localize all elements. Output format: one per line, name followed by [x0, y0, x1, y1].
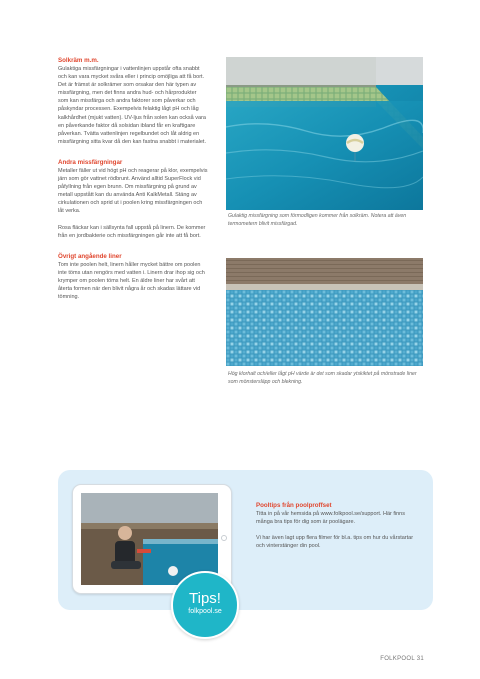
photo-caption-liner: Hög klorhalt och/eller lågt pH värde är det som skadar ytskiktet på mönstrade liner som mönstersläpp och blekning. [228, 371, 417, 385]
section-title: Övrigt angående liner [58, 252, 122, 260]
tips-badge-title: Tips! [189, 590, 221, 607]
tips-badge[interactable] [171, 571, 239, 639]
tips-paragraph: Vi har även lagt upp flera filmer för bl.a. tips om hur du vårstartar och vinterstänger din pool. [256, 535, 414, 550]
section-title: Andra missfärgningar [58, 158, 123, 166]
article-text-column [58, 57, 208, 314]
section-paragraph: Gulaktiga missfärgningar i vattenlinjen uppstår ofta snabbt och kan vara mycket svåra eller i princip omöjliga att få bort. Det är främst är solkrämer som orsakar den här typen av missfärgning, men det finns andra hud- och hårprodukter som kan missfärga och andra faktorer som påverkar och påskyndar processen. Exempelvis felaktig lågt pH och låg kalkhårdhet (mjukt vatten). UV-ljus från solen kan också vara en påverkande faktor då solsidan ibland får en kraftigare påverkan. Tvätta vattenlinjen regelbundet och låt aldrig en missfärgning sitta kvar då den kan fastna snabbt i materialet. [58, 66, 206, 145]
tips-text [256, 502, 416, 550]
section-title: Solkräm m.m. [58, 57, 99, 64]
tips-paragraph: Titta in på vår hemsida på www.folkpool.se/support. Här finns många bra tips för dig som är poolägare. [256, 511, 405, 526]
section-paragraph: Tom inte poolen helt, linern håller mycket bättre om poolen inte töms utan rengörs med vatten i. Linern drar ihop sig och krymper om poolen töms helt. En äldre liner har svårt att återta formen när den blivit några år och skadas lättare vid tömning. [58, 261, 205, 301]
pool-waterline-photo [226, 57, 423, 210]
photo-caption-waterline: Gulaktig missfärgning som förmodligen kommer från solkräm. Notera att även termometern blivit missfärgad. [228, 213, 407, 227]
patterned-liner-image [226, 258, 423, 366]
section-paragraph: Rosa fläckar kan i sällsynta fall uppstå på linern. De kommer från en jordbakterie och missfärgningen går inte att få bort. [58, 224, 206, 239]
tablet-home-button [221, 535, 227, 541]
section-solkram [58, 57, 208, 146]
section-ovrigt-liner [58, 253, 208, 301]
section-paragraph: Metaller fäller ut vid högt pH och reagerar på klor, exempelvis järn som gör vattnet rödbrunt. Använd alltid SuperFlock vid påfyllning från egen brunn. Om missfärgning på grund av metall uppstått kan du använda Anti KalkMetall. Stäng av cirkulationen och sprid ut i poolen kring missfärgningen och låt verka. [58, 167, 208, 215]
tips-badge-url: folkpool.se [188, 608, 222, 615]
patterned-liner-photo [226, 258, 423, 366]
page-footer: FOLKPOOL 31 [380, 656, 424, 662]
tips-title: Pooltips från poolproffset [256, 502, 332, 509]
pool-waterline-image [226, 57, 423, 210]
section-andra-missfargningar [58, 159, 208, 240]
